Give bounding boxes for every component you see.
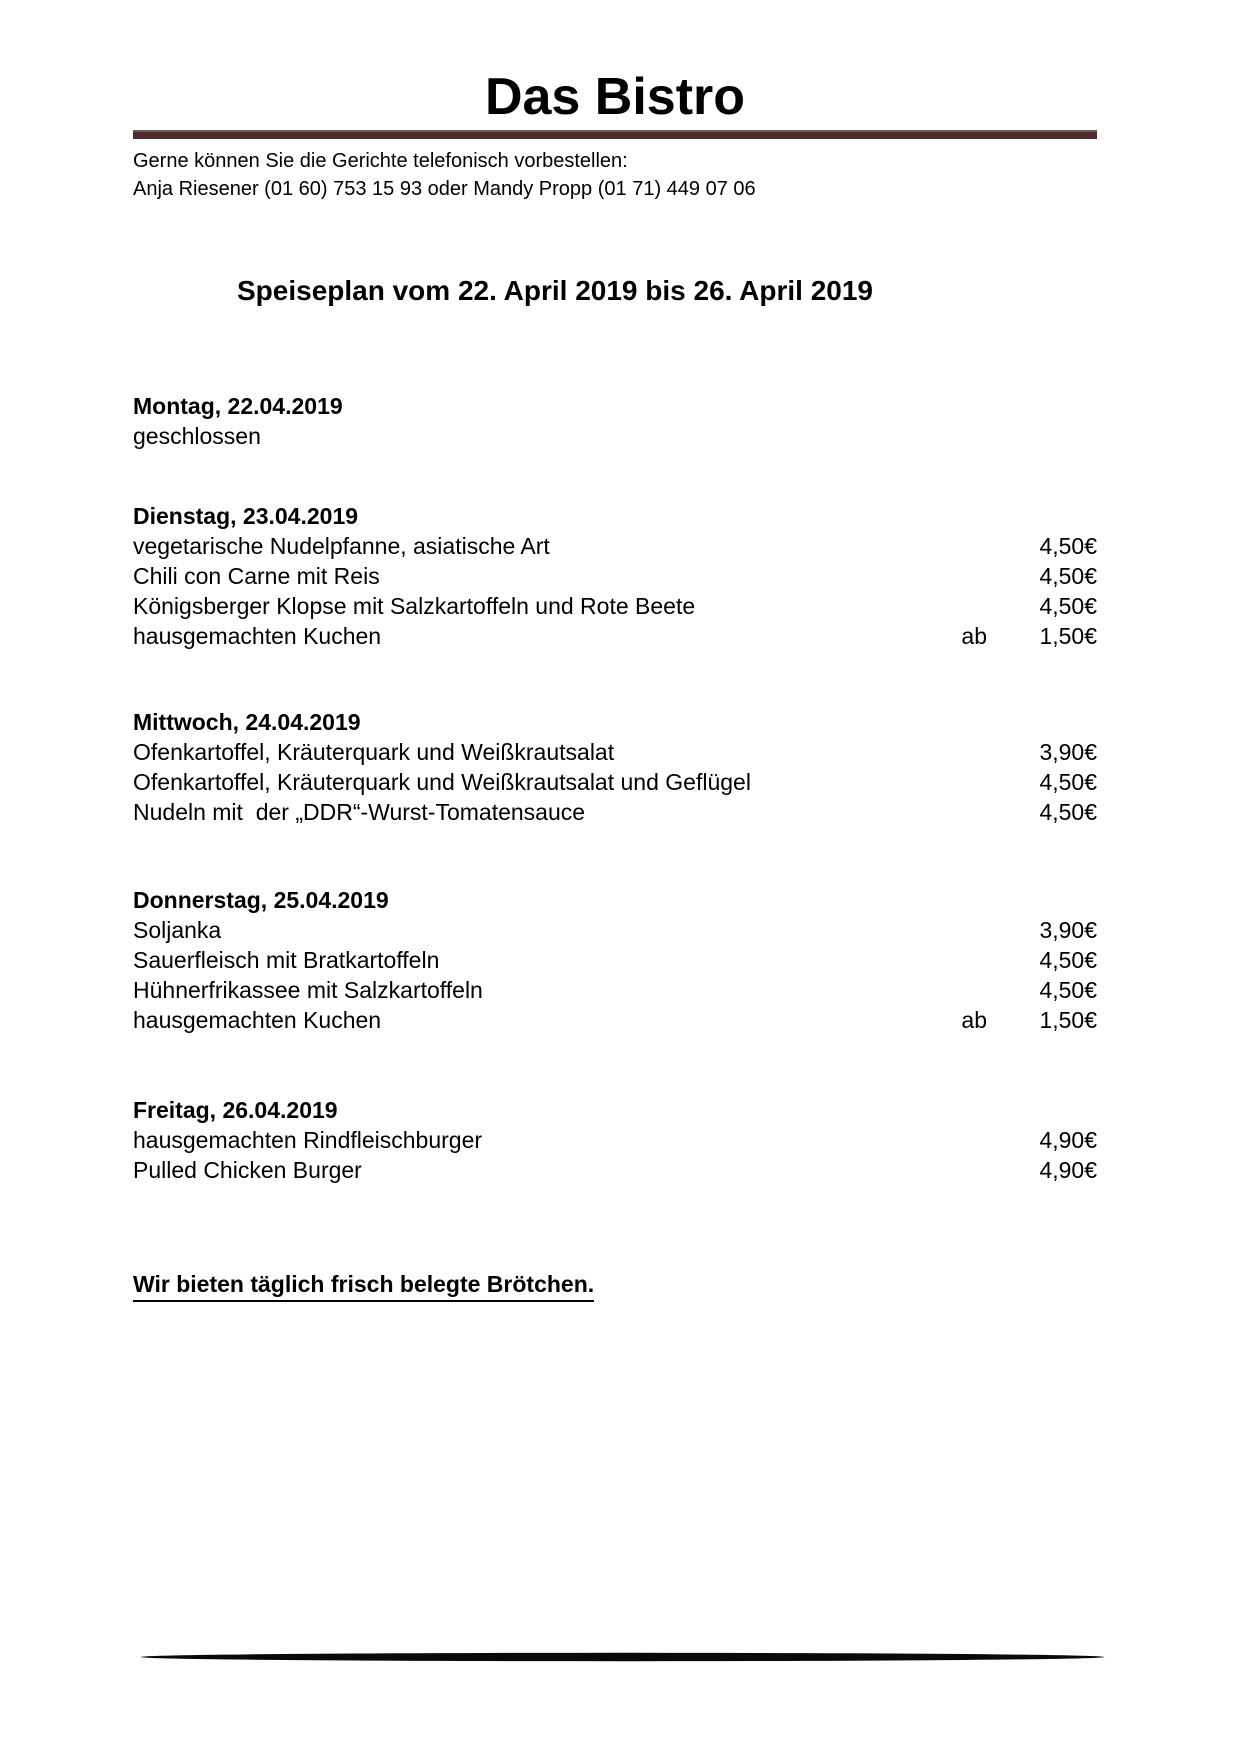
menu-item-name: Hühnerfrikassee mit Salzkartoffeln (133, 977, 483, 1003)
menu-row (133, 1125, 1097, 1155)
menu-item-name: hausgemachten Kuchen (133, 623, 382, 649)
menu-item-name: Soljanka (133, 917, 222, 943)
menu-row (133, 1155, 1097, 1185)
meal-plan-heading: Speiseplan vom 22. April 2019 bis 26. April 2019 (237, 275, 874, 306)
day-header: Donnerstag, 25.04.2019 (133, 887, 389, 913)
menu-row (133, 561, 1097, 591)
daily-note (133, 1269, 1097, 1302)
menu-row (133, 767, 1097, 797)
day-block-mittwoch (133, 707, 1097, 827)
menu-item-price: 3,90€ (1039, 739, 1097, 765)
menu-item-name: Chili con Carne mit Reis (133, 563, 380, 589)
menu-row (133, 531, 1097, 561)
intro-text (133, 147, 1097, 203)
header-rule (133, 130, 1097, 139)
menu-item-price: 4,50€ (1039, 977, 1097, 1003)
menu-item-price: 4,50€ (1039, 593, 1097, 619)
menu-item-name: Ofenkartoffel, Kräuterquark und Weißkrautsalat und Geflügel (133, 769, 751, 795)
document-content (133, 0, 1097, 1302)
intro-line-phone-numbers: Anja Riesener (01 60) 753 15 93 oder Mandy Propp (01 71) 449 07 06 (133, 178, 756, 200)
day-block-dienstag (133, 501, 1097, 651)
menu-item-name: Nudeln mit der „DDR“-Wurst-Tomatensauce (133, 799, 586, 825)
menu-row (133, 421, 1097, 451)
menu-row (133, 975, 1097, 1005)
menu-item-name: hausgemachten Kuchen (133, 1007, 382, 1033)
day-header: Freitag, 26.04.2019 (133, 1097, 338, 1123)
day-block-montag (133, 391, 1097, 451)
menu-item-name: vegetarische Nudelpfanne, asiatische Art (133, 533, 550, 559)
menu-item-ab: ab (961, 623, 987, 649)
menu-item-price: 4,50€ (1039, 533, 1097, 559)
menu-row (133, 797, 1097, 827)
day-header: Montag, 22.04.2019 (133, 393, 343, 419)
menu-row (133, 1005, 1097, 1035)
menu-item-name: Pulled Chicken Burger (133, 1157, 362, 1183)
day-block-donnerstag (133, 885, 1097, 1035)
menu-row (133, 621, 1097, 651)
menu-item-price: 4,50€ (1039, 947, 1097, 973)
menu-item-price: 4,50€ (1039, 769, 1097, 795)
daily-note-text: Wir bieten täglich frisch belegte Brötchen. (133, 1269, 594, 1302)
menu-item-price: 4,50€ (1039, 799, 1097, 825)
menu-item-price: 4,90€ (1039, 1157, 1097, 1183)
menu-item-price: 1,50€ (1039, 623, 1097, 649)
menu-item-price: 4,90€ (1039, 1127, 1097, 1153)
intro-line-preorder: Gerne können Sie die Gerichte telefonisch vorbestellen: (133, 150, 628, 172)
menu-item-name: Königsberger Klopse mit Salzkartoffeln und Rote Beete (133, 593, 696, 619)
menu-item-name: Ofenkartoffel, Kräuterquark und Weißkrautsalat (133, 739, 615, 765)
menu-row (133, 737, 1097, 767)
day-header: Mittwoch, 24.04.2019 (133, 709, 361, 735)
menu-row (133, 945, 1097, 975)
menu-row (133, 915, 1097, 945)
menu-item-price: 3,90€ (1039, 917, 1097, 943)
menu-item-price: 1,50€ (1039, 1007, 1097, 1033)
day-block-freitag (133, 1095, 1097, 1185)
menu-item-ab: ab (961, 1007, 987, 1033)
menu-item-price: 4,50€ (1039, 563, 1097, 589)
day-header: Dienstag, 23.04.2019 (133, 503, 359, 529)
menu-item-name: geschlossen (133, 423, 261, 449)
menu-item-name: Sauerfleisch mit Bratkartoffeln (133, 947, 440, 973)
menu-row (133, 591, 1097, 621)
restaurant-title: Das Bistro (484, 68, 746, 126)
footer-divider (140, 1652, 1105, 1662)
menu-item-name: hausgemachten Rindfleischburger (133, 1127, 483, 1153)
